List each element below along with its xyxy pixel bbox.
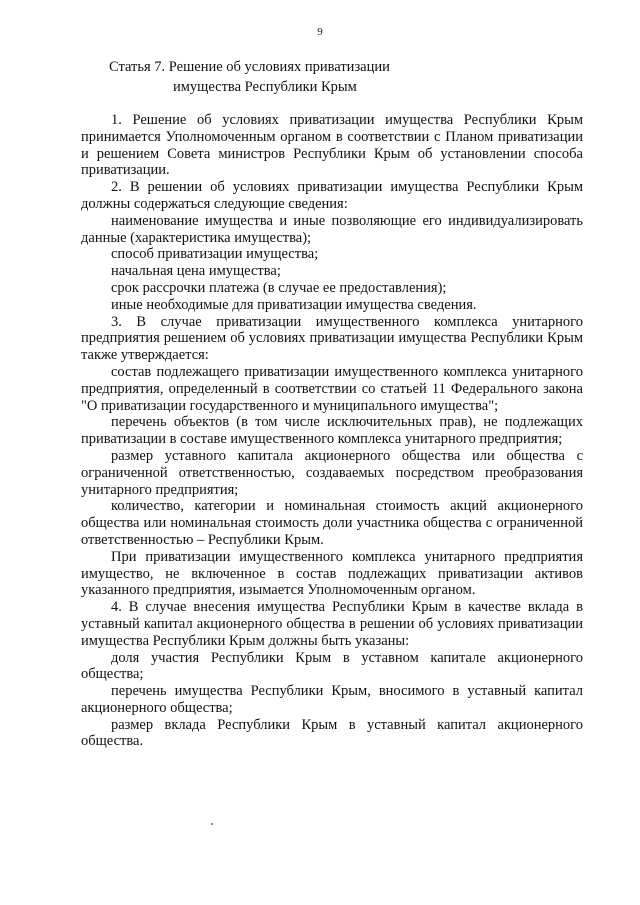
list-item: доля участия Республики Крым в уставном капитале акционерного общества; [81,649,583,683]
paragraph-2: 2. В решении об условиях приватизации имущества Республики Крым должны содержаться следующие сведения: [81,179,583,212]
list-item: состав подлежащего приватизации имущественного комплекса унитарного предприятия, определенный в соответствии со статьей 11 Федерального закона "О приватизации государственного и муниципального имущества"; [81,363,583,414]
list-item: перечень объектов (в том числе исключительных прав), не подлежащих приватизации в составе имущественного комплекса унитарного предприятия; [81,414,583,448]
paragraph-4: 4. В случае внесения имущества Республики Крым в качестве вклада в уставный капитал акционерного общества в решении об условиях приватизации имущества Республики Крым должны быть указаны: [81,599,583,649]
paragraph-1: 1. Решение об условиях приватизации имущества Республики Крым принимается Уполномоченным органом в соответствии с Планом приватизации и решением Совета министров Республики Крым об установлении способа приватизации. [81,112,583,179]
list-item: срок рассрочки платежа (в случае ее предоставления); [111,279,447,296]
list-item: наименование имущества и иные позволяющие его индивидуализировать данные (характеристика имущества); [81,212,583,246]
list-item: размер уставного капитала акционерного общества или общества с ограниченной ответственностью, создаваемых посредством преобразования унитарного предприятия; [81,447,583,498]
page-number: 9 [317,26,323,38]
article-title-line1: Статья 7. Решение об условиях приватизации [109,59,390,75]
list-item: иные необходимые для приватизации имущества сведения. [111,296,477,313]
list-item: начальная цена имущества; [111,263,281,280]
article-title-line2: имущества Республики Крым [173,79,357,95]
list-item: перечень имущества Республики Крым, вносимого в уставный капитал акционерного общества; [81,683,583,716]
article-body [81,112,583,750]
list-item: размер вклада Республики Крым в уставный капитал акционерного общества. [81,716,583,750]
list-item: способ приватизации имущества; [111,246,319,263]
scan-speck [211,823,213,825]
list-item: количество, категории и номинальная стоимость акций акционерного общества или номинальная стоимость доли участника общества с ограниченной ответственностью – Республики Крым. [81,498,583,548]
paragraph-seizure: При приватизации имущественного комплекса унитарного предприятия имущество, не включенное в состав подлежащих приватизации активов указанного предприятия, изымается Уполномоченным органом. [81,548,583,599]
paragraph-3: 3. В случае приватизации имущественного комплекса унитарного предприятия решением об условиях приватизации имущества Республики Крым также утверждается: [81,313,583,364]
article-title [109,57,390,97]
